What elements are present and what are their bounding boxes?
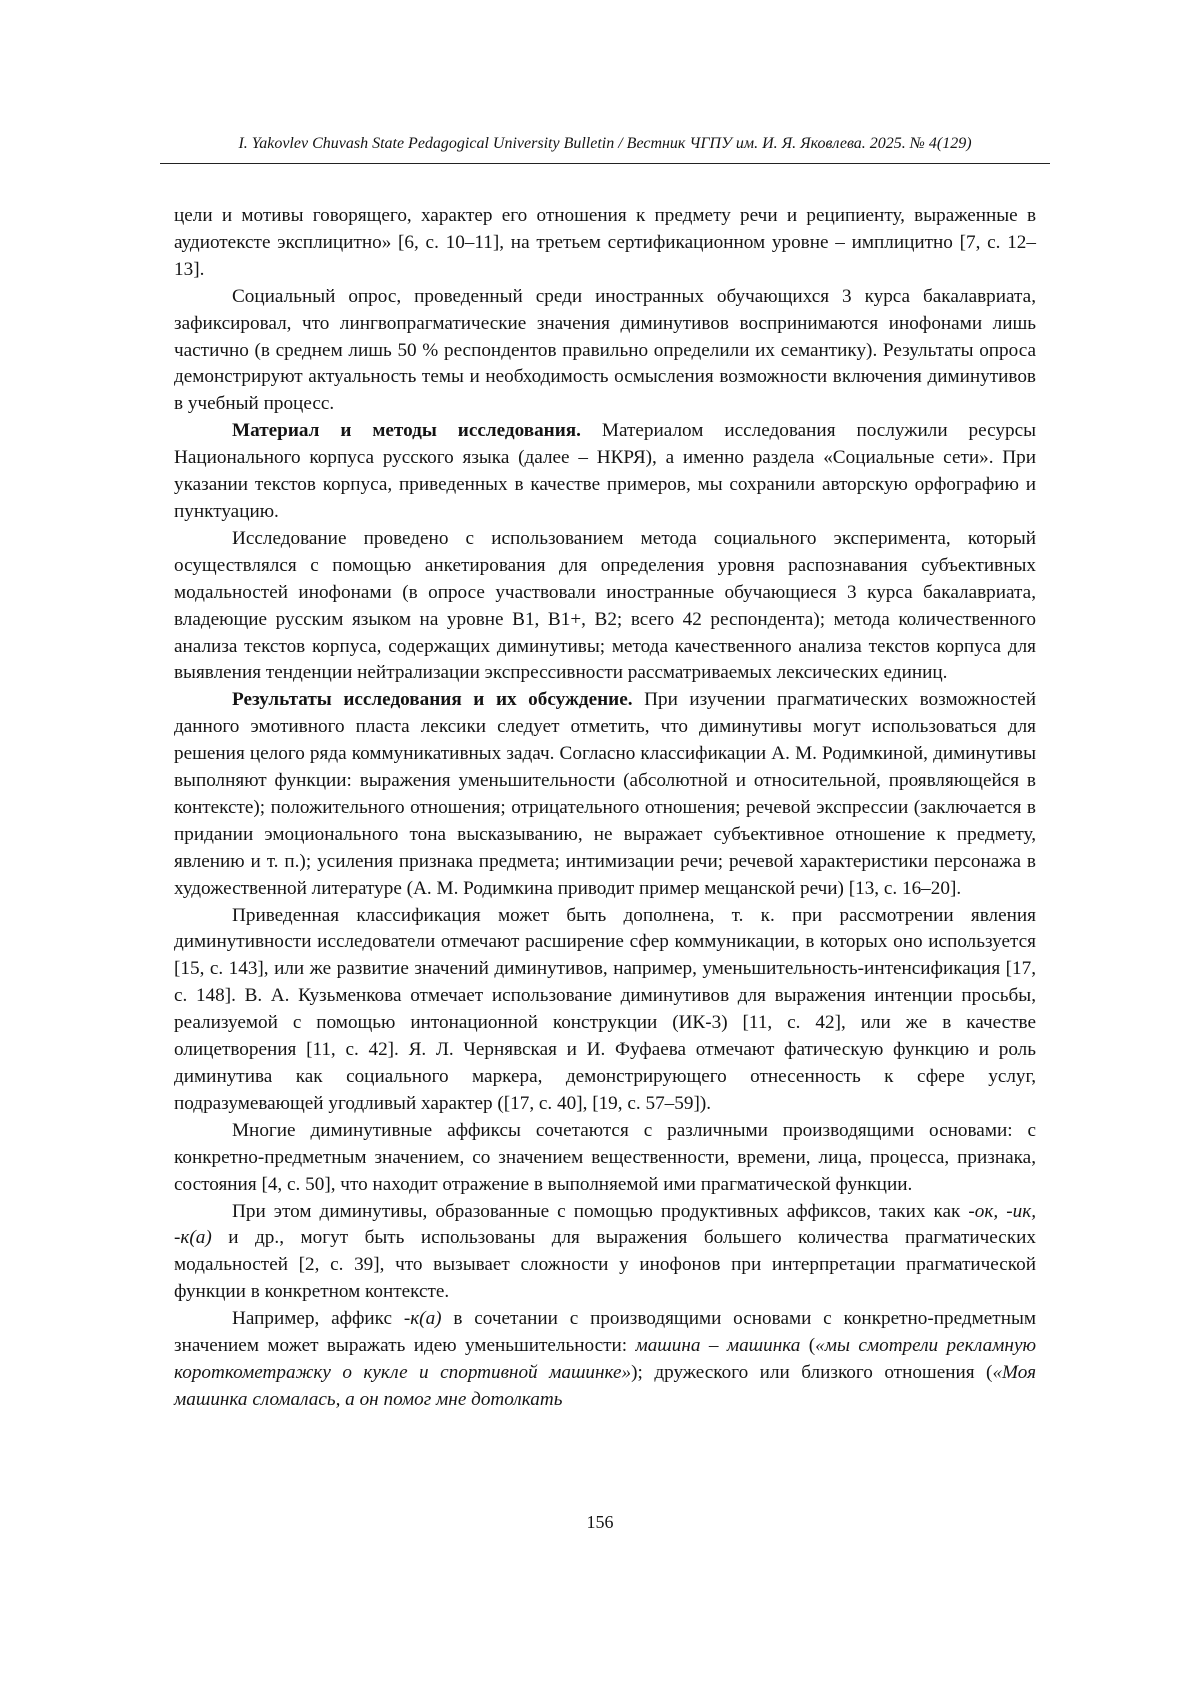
affix-examples: -ок, -ик, -к(а) (174, 1200, 1036, 1249)
header-divider (160, 163, 1050, 164)
corpus-quote-2: «Моя машинка сломалась, а он помог мне дотолкать (174, 1361, 1037, 1410)
paragraph-1: цели и мотивы говорящего, характер его отношения к предмету речи и реципиенту, выраженные в аудиотексте эксплицитно» [6, с. 10–11], на третьем сертификационном уровне – имплицитно [7, с. 12–13]. (174, 205, 1036, 280)
paragraph-6: Приведенная классификация может быть дополнена, т. к. при рассмотрении явления диминутивности исследователи отмечают расширение сфер коммуникации, в которых оно используется [15, с. 143], или же развитие значений диминутивов, например, уменьшительность-интенсификация [17, с. 148]. В. А. Кузьменкова отмечает использование диминутивов для выражения интенции просьбы, реализуемой с помощью интонационной конструкции (ИК-3) [11, с. 42], или же в качестве олицетворения [11, с. 42]. Я. Л. Чернявская и И. Фуфаева отмечают фатическую функцию и роль диминутива как социального маркера, демонстрирующего отнесенность к сфере услуг, подразумевающей угодливый характер ([17, с. 40], [19, с. 57–59]). (174, 904, 1036, 1114)
paragraph-9: Например, аффикс -к(а) в сочетании с производящими основами с конкретно-предметным значением может выражать идею уменьшительности: машина – машинка («мы смотрели рекламную короткометражку о кукле и спортивной машинке»); дружеского или близкого отношения («Моя машинка сломалась, а он помог мне дотолкать (174, 1308, 1037, 1410)
corpus-quote-1: «мы смотрели рекламную короткометражку о кукле и спортивной машинке» (174, 1335, 1036, 1383)
paragraph-8: При этом диминутивы, образованные с помощью продуктивных аффиксов, таких как -ок, -ик, -к(а) и др., могут быть использованы для выражения большего количества прагматических модальностей [2, с. 39], что вызывает сложности у инофонов при интерпретации прагматической функции в конкретном контексте. (174, 1200, 1036, 1303)
paragraph-5: Результаты исследования и их обсуждение. При изучении прагматических возможностей данного эмотивного пласта лексики следует отметить, что диминутивы могут использоваться для решения целого ряда коммуникативных задач. Согласно классификации А. М. Родимкиной, диминутивы выполняют функции: выражения уменьшительности (абсолютной и относительной, проявляющейся в контексте); положительного отношения; отрицательного отношения; речевой экспрессии (заключается в придании эмоционального тона высказыванию, не выражает субъективное отношение к предмету, явлению и т. п.); усиления признака предмета; интимизации речи; речевой характеристики персонажа в художественной литературе (А. М. Родимкина приводит пример мещанской речи) [13, с. 16–20]. (174, 689, 1036, 899)
paragraph-3: Материал и методы исследования. Материалом исследования послужили ресурсы Национального корпуса русского языка (далее – НКРЯ), а именно раздела «Социальные сети». При указании текстов корпуса, приведенных в качестве примеров, мы сохранили авторскую орфографию и пунктуацию. (174, 420, 1036, 522)
page-number: 156 (586, 1512, 614, 1532)
section-heading-materials: Материал и методы исследования. (232, 420, 581, 442)
paragraph-4: Исследование проведено с использованием метода социального эксперимента, который осуществлялся с помощью анкетирования для определения уровня распознавания субъективных модальностей инофонами (в опросе участвовали иностранные обучающиеся 3 курса бакалавриата, владеющие русским языком на уровне В1, В1+, В2; всего 42 респондента); метода количественного анализа текстов корпуса, содержащих диминутивы; метода качественного анализа текстов корпуса для выявления тенденции нейтрализации экспрессивности рассматриваемых лексических единиц. (174, 527, 1036, 684)
section-heading-results: Результаты исследования и их обсуждение. (232, 689, 633, 711)
article-body (174, 203, 1036, 1414)
word-pair-example: машина – машинка (635, 1335, 801, 1357)
running-header: I. Yakovlev Chuvash State Pedagogical University Bulletin / Вестник ЧГПУ им. И. Я. Яковлева. 2025. № 4(129) (238, 135, 972, 152)
paragraph-2: Социальный опрос, проведенный среди иностранных обучающихся 3 курса бакалавриата, зафиксировал, что лингвопрагматические значения диминутивов воспринимаются инофонами лишь частично (в среднем лишь 50 % респондентов правильно определили их семантику). Результаты опроса демонстрируют актуальность темы и необходимость осмысления возможности включения диминутивов в учебный процесс. (174, 285, 1036, 415)
affix-example: -к(а) (403, 1308, 442, 1330)
paragraph-7: Многие диминутивные аффиксы сочетаются с различными производящими основами: с конкретно-предметным значением, со значением вещественности, времени, лица, процесса, признака, состояния [4, с. 50], что находит отражение в выполняемой ими прагматической функции. (174, 1119, 1036, 1195)
